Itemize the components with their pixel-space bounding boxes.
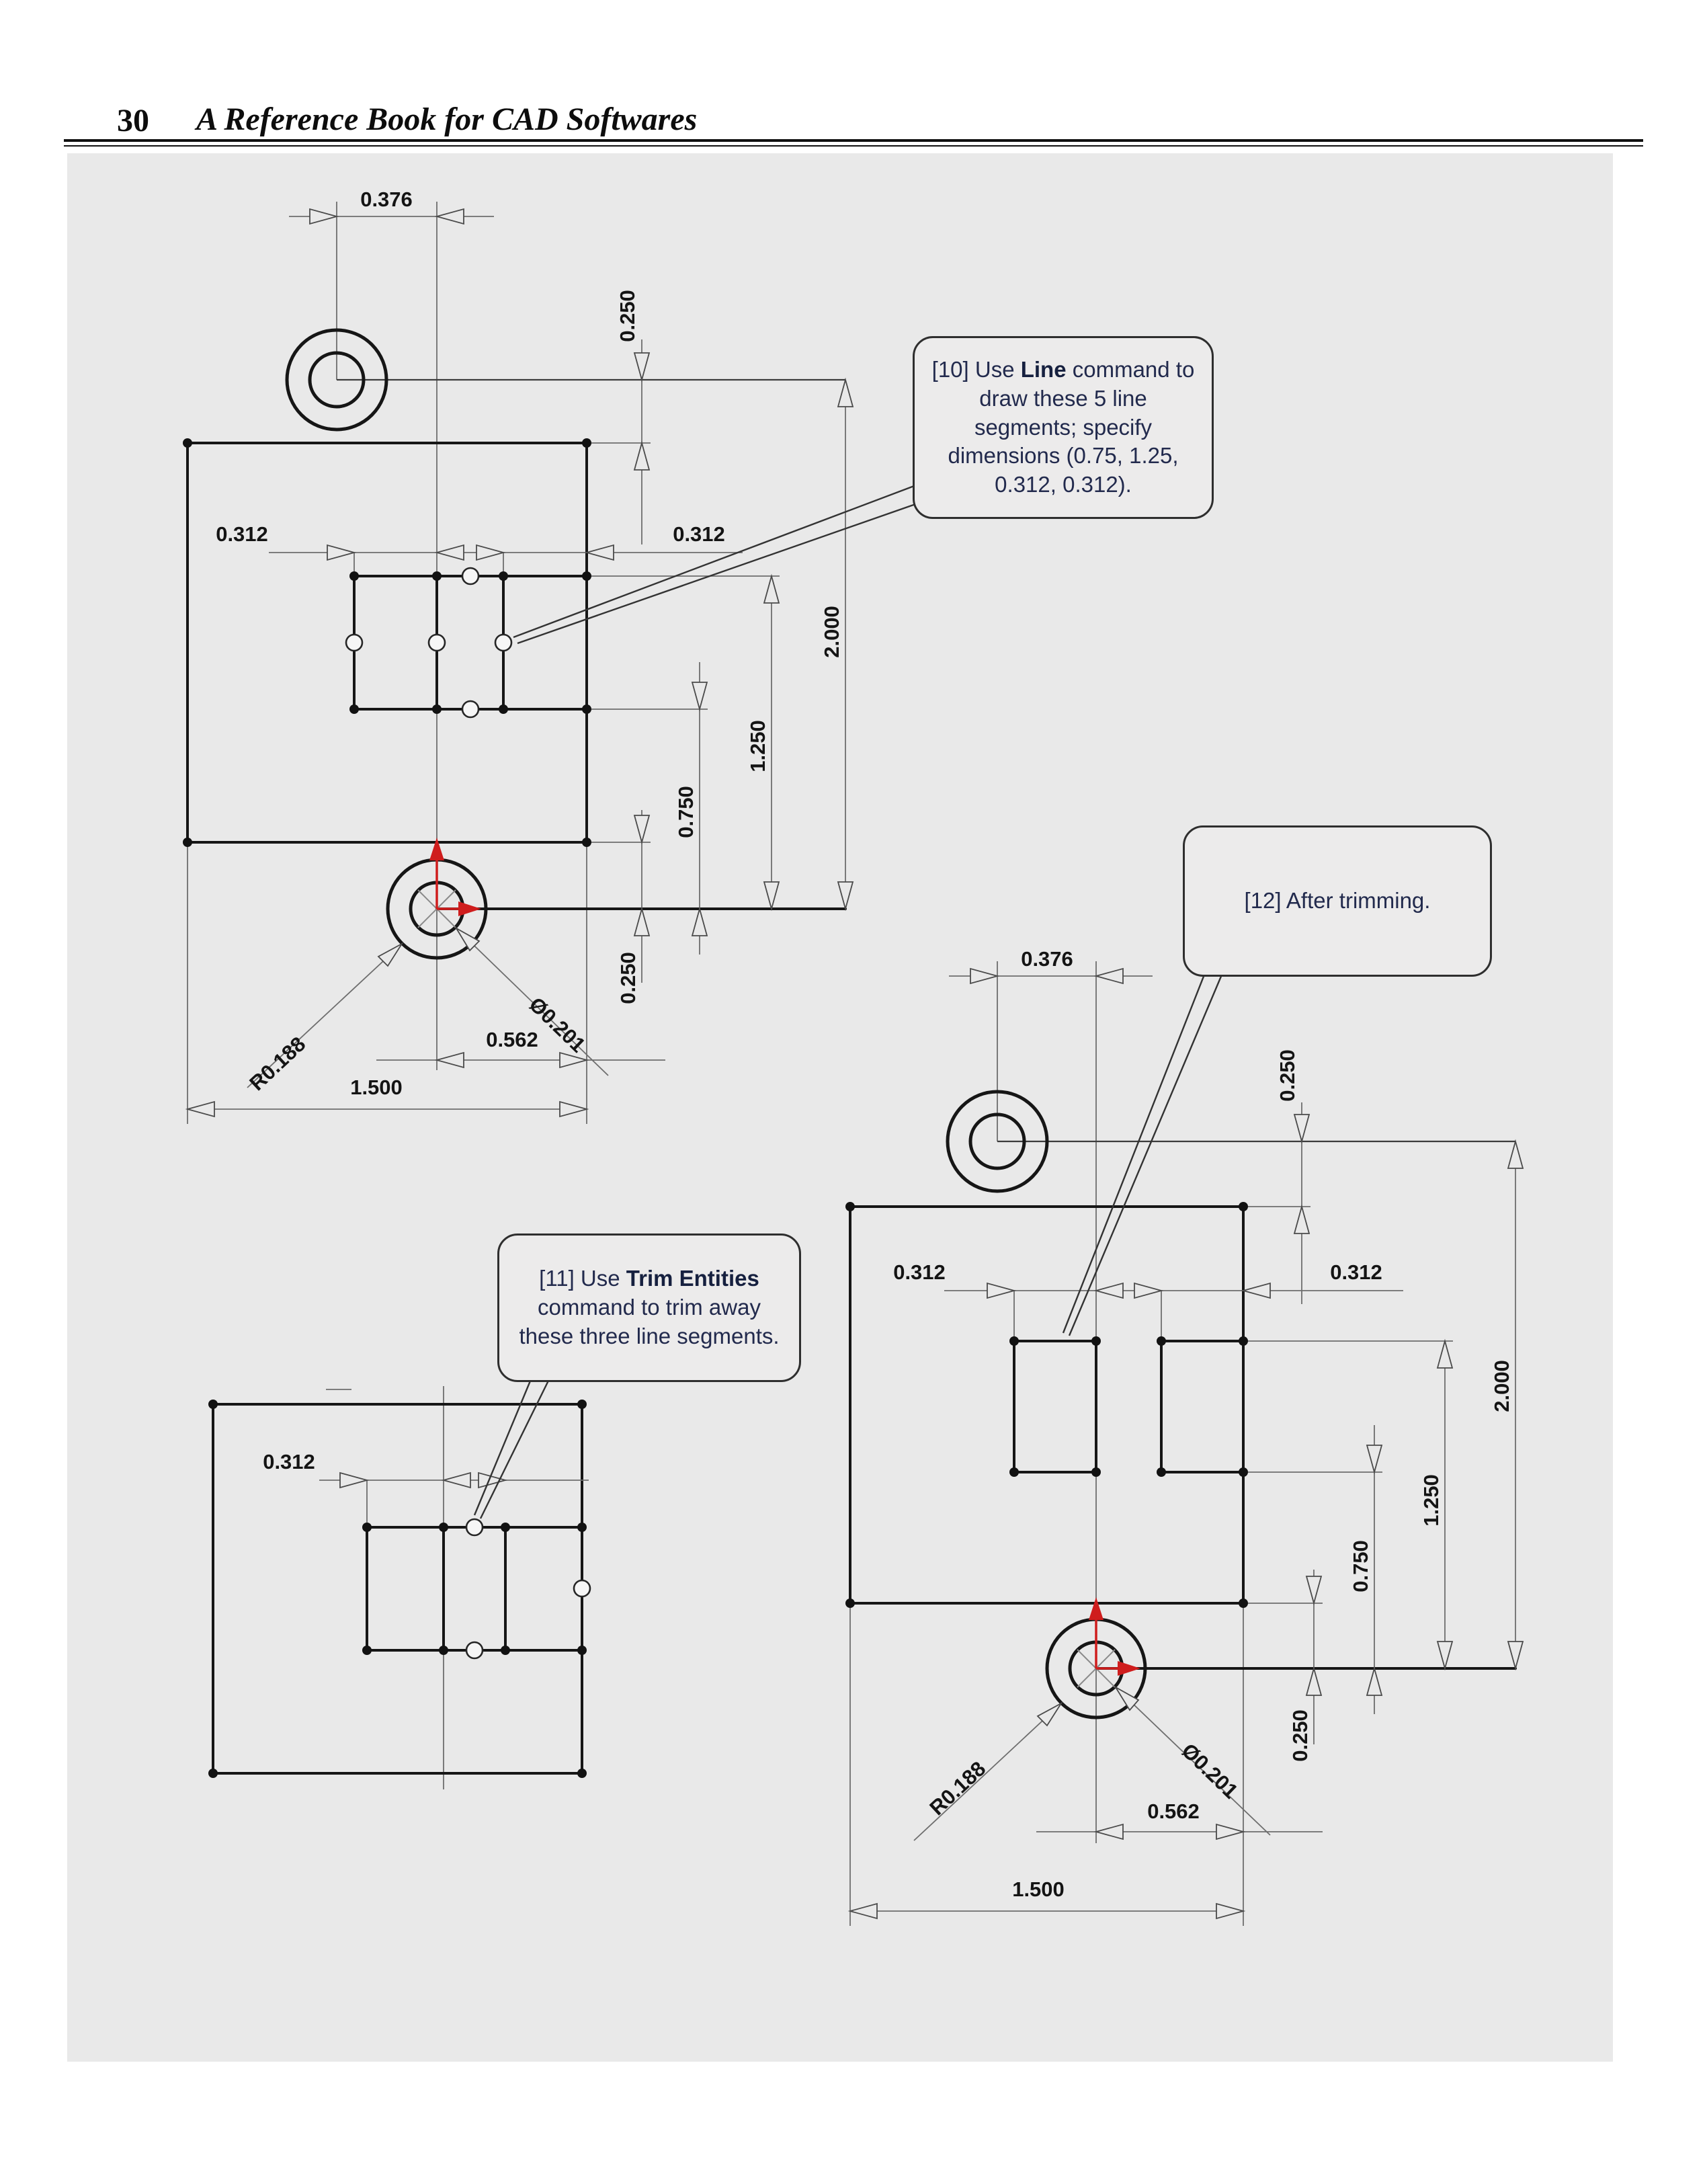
callout-11-suffix: command to trim away these three line segments. <box>519 1295 780 1348</box>
fig3-dim-arrowheads <box>850 969 1523 1918</box>
fig1-diameter-label: Ø0.201 <box>524 992 591 1057</box>
fig1-dim-lines <box>188 216 845 1109</box>
fig2-sketch-segments <box>367 1527 582 1650</box>
fig3-diameter-label: Ø0.201 <box>1177 1738 1243 1804</box>
fig1-dim-0376-label: 0.376 <box>360 188 413 211</box>
fig3-diameter-arrowhead <box>1116 1687 1138 1710</box>
fig3-dim-0376-label: 0.376 <box>1021 947 1073 971</box>
page-title: A Reference Book for CAD Softwares <box>196 102 698 137</box>
figure-2-trim-targets <box>208 1386 590 1789</box>
fig3-dim-1500-label: 1.500 <box>1012 1877 1065 1901</box>
fig3-dim-lines <box>850 976 1515 1911</box>
callout-11-prefix: [11] Use <box>539 1266 626 1291</box>
fig3-dim-0312-right-label: 0.312 <box>1330 1260 1382 1284</box>
fig1-five-line-segments <box>354 576 587 709</box>
fig2-dim-0312-label: 0.312 <box>263 1450 315 1473</box>
callout-12-after-trimming <box>1183 825 1492 977</box>
fig1-dim-1500-label: 1.500 <box>350 1076 403 1099</box>
fig1-dim-0750-label: 0.750 <box>674 786 698 838</box>
fig3-radius-label: R0.188 <box>925 1756 991 1820</box>
fig1-segment-midpoint-markers <box>346 568 511 717</box>
fig3-extension-lines <box>850 961 1453 1926</box>
fig3-dim-0250-top-label: 0.250 <box>1276 1049 1299 1102</box>
fig3-dim-0562-label: 0.562 <box>1147 1799 1200 1823</box>
page-number: 30 <box>117 103 149 138</box>
fig1-dim-0312-right-label: 0.312 <box>673 522 725 546</box>
fig3-origin-right-arrow-icon <box>1118 1661 1140 1676</box>
fig2-trim-point-markers <box>466 1519 590 1658</box>
fig1-dim-2000-label: 2.000 <box>820 606 843 658</box>
fig1-dim-0250-top-label: 0.250 <box>616 290 639 342</box>
fig1-dim-0562-label: 0.562 <box>486 1028 538 1051</box>
fig3-dim-0312-left-label: 0.312 <box>893 1260 946 1284</box>
fig1-dim-arrowheads <box>188 209 853 1117</box>
fig1-part-rectangle <box>188 443 587 842</box>
fig3-origin-up-arrow-icon <box>1089 1597 1104 1620</box>
callout-10-command-name: Line <box>1020 356 1067 382</box>
fig3-left-slot-rectangle <box>1014 1341 1096 1472</box>
callout-10-line-command <box>913 336 1214 519</box>
fig1-origin-right-arrow-icon <box>458 901 481 916</box>
figure-1-sketch-before-trim <box>183 188 853 1124</box>
fig1-radius-label: R0.188 <box>245 1032 310 1096</box>
figure-3-after-trim <box>845 947 1523 1926</box>
fig3-dim-1250-label: 1.250 <box>1419 1474 1443 1527</box>
fig1-vertex-dots <box>183 438 591 847</box>
callout-11-command-name: Trim Entities <box>626 1266 759 1291</box>
fig3-right-slot-rectangle <box>1161 1341 1243 1472</box>
callout-12-text: [12] After trimming. <box>1244 888 1431 914</box>
fig1-dim-0312-left-label: 0.312 <box>216 522 268 546</box>
callout-10-prefix: [10] Use <box>931 356 1021 382</box>
callout-10-suffix: command to draw these 5 line segments; specify dimensions (0.75, 1.25, 0.312, 0.312). <box>948 356 1195 497</box>
fig1-dim-1250-label: 1.250 <box>746 720 769 772</box>
fig3-dim-0250-bottom-label: 0.250 <box>1288 1709 1312 1762</box>
fig2-extension-lines <box>326 1386 444 1789</box>
fig3-dim-2000-label: 2.000 <box>1490 1360 1513 1412</box>
fig3-dim-0750-label: 0.750 <box>1349 1540 1372 1592</box>
callout-11-trim-entities <box>497 1233 801 1382</box>
fig1-dim-0250-bottom-label: 0.250 <box>616 952 640 1004</box>
fig1-extension-lines <box>188 202 780 1124</box>
